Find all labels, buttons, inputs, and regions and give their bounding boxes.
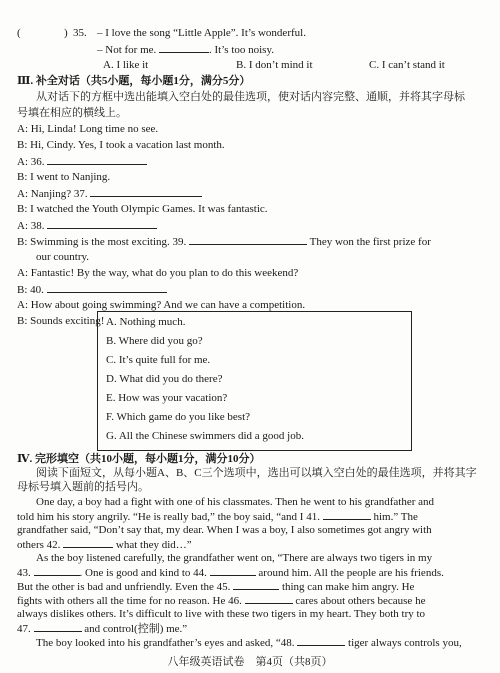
cloze-blank-46 [245,593,293,604]
passage-text: him.” The [373,511,418,523]
section3-instructions-1: 从对话下的方框中选出能填入空白处的最佳选项，使对话内容完整、通顺，并将其字母标 [36,91,465,103]
passage-text: 47. [17,623,31,635]
dialogue-line: B: I went to Nanjing. [17,171,111,183]
cloze-blank-41 [323,509,371,520]
q35-line2-pre: – Not for me. [97,44,157,56]
passage-text: The boy looked into his grandfather’s eyes and asked, “48. [36,637,295,649]
cloze-blank-45 [233,579,279,590]
passage-text: others 42. [17,539,61,551]
dialogue-prefix: B: Swimming is the most exciting. 39. [17,236,187,248]
dialogue-prefix: A: 36. [17,156,45,168]
option-b: B. Where did you go? [106,335,203,347]
answer-blank-36 [47,154,147,165]
q35-line2-post: . It’s too noisy. [209,44,275,56]
passage-text: told him his story angrily. “He is really bad,” the boy said, “and I 41. [17,511,320,523]
section4-instructions-1: 阅读下面短文，从每小题A、B、C三个选项中，选出可以填入空白处的最佳选项，并将其字 [36,467,477,479]
q35-option-a: A. I like it [103,59,149,71]
dialogue-line: A: Hi, Linda! Long time no see. [17,123,159,135]
dialogue-prefix: B: 40. [17,284,44,296]
dialogue-line: B: I watched the Youth Olympic Games. It was fantastic. [17,203,268,215]
passage-line-48 [36,635,462,650]
passage-text: 43. [17,567,31,579]
section4-instructions-2: 母标号填入题前的括号内。 [17,481,149,493]
q35-paren-open: ( [17,27,21,39]
dialogue-line: A: Fantastic! By the way, what do you plan to do this weekend? [17,267,299,279]
q35-option-c: C. I can’t stand it [369,59,445,71]
option-a: A. Nothing much. [106,316,186,328]
option-f: F. Which game do you like best? [106,411,251,423]
passage-line: always dislikes others. It’s difficult to live with these two tigers in my heart. They both try to [17,608,426,620]
passage-text: around him. All the people are his friends. [258,567,444,579]
passage-text: But the other is bad and unfriendly. Even the 45. [17,581,231,593]
dialogue-line-39 [17,234,431,249]
q35-option-b: B. I don’t mind it [236,59,313,71]
answer-blank-38 [47,218,157,229]
passage-line-47 [17,621,187,636]
option-c: C. It’s quite full for me. [106,354,211,366]
cloze-blank-42 [63,537,113,548]
passage-line-46 [17,593,425,608]
option-g: G. All the Chinese swimmers did a good job. [106,430,304,442]
dialogue-suffix: They won the first prize for [309,236,431,248]
cloze-blank-48 [297,635,345,646]
option-e: E. How was your vacation? [106,392,228,404]
dialogue-line-37 [17,186,202,201]
passage-text: cares about others because he [295,595,426,607]
passage-text: thing can make him angry. He [281,581,415,593]
passage-text: what they did…” [115,539,192,551]
passage-line-43-44 [17,565,444,580]
dialogue-line: B: Sounds exciting! [17,315,105,327]
page-footer: 八年级英语试卷 第4页（共8页） [167,656,333,668]
q35-number: 35. [73,27,87,39]
dialogue-prefix: A: 38. [17,220,45,232]
answer-blank-37 [90,186,202,197]
dialogue-line-38 [17,218,157,233]
section4-heading: Ⅳ. 完形填空（共10小题，每小题1分，满分10分） [17,453,261,465]
passage-text: and control(控制) me.” [84,623,188,635]
dialogue-line: A: How about going swimming? And we can have a competition. [17,299,306,311]
q35-blank [159,42,209,53]
passage-line-45 [17,579,414,594]
section3-heading: Ⅲ. 补全对话（共5小题，每小题1分，满分5分） [17,75,251,87]
q35-paren-close: ) [64,27,68,39]
passage-text: . One is good and kind to 44. [79,567,207,579]
cloze-blank-43 [34,565,80,576]
dialogue-prefix: A: Nanjing? 37. [17,188,88,200]
answer-blank-40 [47,282,167,293]
dialogue-line: B: Hi, Cindy. Yes, I took a vacation last month. [17,139,225,151]
cloze-blank-47 [34,621,82,632]
passage-line: grandfather said, “Don’t say that, my dear. When I was a boy, I also sometimes got angry with [17,524,432,536]
passage-line-42 [17,537,192,552]
cloze-blank-44 [210,565,256,576]
dialogue-line: our country. [36,251,90,263]
passage-text: fights with others all the time for no reason. He 46. [17,595,242,607]
passage-line: One day, a boy had a fight with one of his classmates. Then he went to his grandfather and [36,496,435,508]
q35-line2 [97,42,274,57]
dialogue-line-40 [17,282,167,297]
passage-line: As the boy listened carefully, the grandfather went on, “There are always two tigers in my [36,552,433,564]
option-d: D. What did you do there? [106,373,223,385]
dialogue-line-36 [17,154,147,169]
options-box [97,311,412,451]
q35-line1: – I love the song “Little Apple”. It’s wonderful. [97,27,306,39]
answer-blank-39 [189,234,307,245]
passage-text: tiger always controls you, [348,637,462,649]
passage-line-41 [17,509,418,524]
section3-instructions-2: 号填在相应的横线上。 [17,107,127,119]
